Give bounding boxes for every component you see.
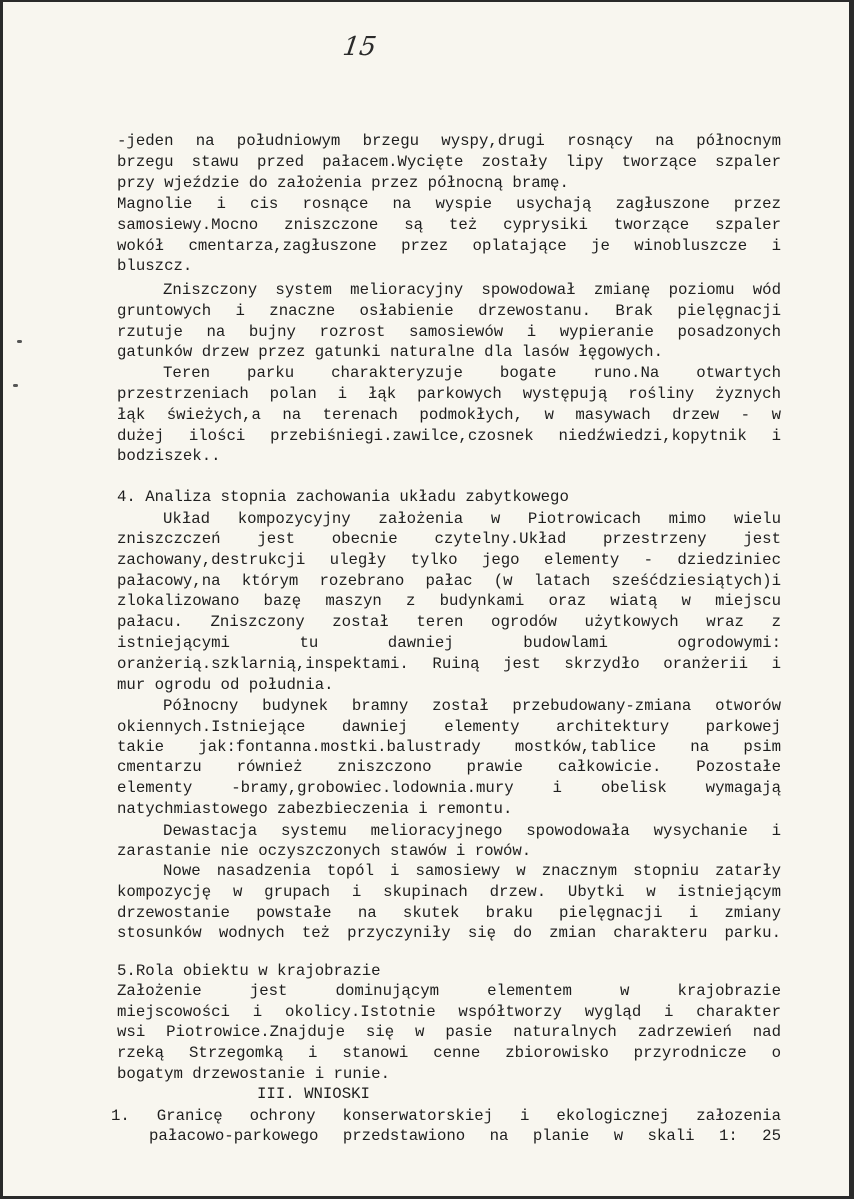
- text-line: pałacowy,na którym rozebrano pałac (w latach sześćdziesiątych)i: [117, 572, 781, 590]
- page-number: 15: [340, 32, 379, 62]
- text-line: bogatym drzewostanie i runie.: [117, 1065, 391, 1083]
- text-line: przestrzeniach polan i łąk parkowych występują rośliny żyznych: [117, 385, 781, 403]
- text-line: takie jak:fontanna.mostki.balustrady mostków,tablice na psim: [117, 738, 781, 756]
- text-line: Założenie jest dominującym elementem w krajobrazie: [117, 982, 781, 1000]
- text-line: zlokalizowano bazę maszyn z budynkami oraz wiatą w miejscu: [117, 592, 781, 610]
- text-line: dużej ilości przebiśniegi.zawilce,czosnek niedźwiedzi,kopytnik i: [117, 427, 781, 445]
- text-line: miejscowości i okolicy.Istotnie współtworzy wygląd i charakter: [117, 1003, 781, 1021]
- text-line: stosunków wodnych też przyczyniły się do zmian charakteru parku.: [117, 924, 781, 942]
- section-heading: 4. Analiza stopnia zachowania układu zabytkowego: [117, 488, 569, 506]
- text-line: kompozycję w grupach i skupinach drzew. Ubytki w istniejącym: [117, 883, 781, 901]
- text-line: pałacu. Zniszczony został teren ogrodów użytkowych wraz z: [117, 613, 781, 631]
- document-page: [3, 2, 849, 1196]
- text-line: Zniszczony system melioracyjny spowodował zmianę poziomu wód: [163, 281, 781, 299]
- text-line: zarastanie nie oczyszczonych stawów i rowów.: [117, 842, 532, 860]
- text-line: bodziszek..: [117, 447, 221, 465]
- text-line: zachowany,destrukcji uległy tylko jego elementy - dziedziniec: [117, 551, 781, 569]
- text-line: Magnolie i cis rosnące na wyspie usychają zagłuszone przez: [117, 195, 781, 213]
- text-line: Północny budynek bramny został przebudowany-zmiana otworów: [163, 697, 781, 715]
- text-line: wsi Piotrowice.Znajduje się w pasie naturalnych zadrzewień nad: [117, 1023, 781, 1041]
- text-line: bluszcz.: [117, 257, 193, 275]
- text-line: rzutuje na bujny rozrost samosiewów i wypieranie posadzonych: [117, 323, 781, 341]
- scan-mark: [13, 384, 18, 387]
- text-line: gruntowych i znaczne osłabienie drzewostanu. Brak pielęgnacji: [117, 302, 781, 320]
- text-line: okiennych.Istniejące dawniej elementy architektury parkowej: [117, 718, 781, 736]
- text-line: istniejącymi tu dawniej budowlami ogrodowymi:: [117, 634, 781, 652]
- text-line: łąk świeżych,a na terenach podmokłych, w masywach drzew - w: [117, 406, 781, 424]
- text-line: pałacowo-parkowego przedstawiono na planie w skali 1: 25: [149, 1127, 781, 1145]
- text-line: przy wjeździe do założenia przez północną bramę.: [117, 174, 569, 192]
- text-line: elementy -bramy,grobowiec.lodownia.mury i obelisk wymagają: [117, 779, 781, 797]
- text-line: rzeką Strzegomką i stanowi cenne zbiorowisko przyrodnicze o: [117, 1044, 781, 1062]
- text-line: drzewostanie powstałe na skutek braku pielęgnacji i zmiany: [117, 904, 781, 922]
- text-line: mur ogrodu od południa.: [117, 676, 334, 694]
- text-line: oranżerią.szklarnią,inspektami. Ruiną jest skrzydło oranżerii i: [117, 655, 781, 673]
- scan-mark: [17, 340, 22, 343]
- text-line: cmentarzu również zniszczono prawie całkowicie. Pozostałe: [117, 758, 781, 776]
- text-line: brzegu stawu przed pałacem.Wycięte zostały lipy tworzące szpaler: [117, 153, 781, 171]
- text-line: Teren parku charakteryzuje bogate runo.Na otwartych: [163, 364, 781, 382]
- text-line: samosiewy.Mocno zniszczone są też cyprysiki tworzące szpaler: [117, 216, 781, 234]
- list-item: 1. Granicę ochrony konserwatorskiej i ekologicznej załozenia: [111, 1107, 781, 1125]
- section-heading: 5.Rola obiektu w krajobrazie: [117, 962, 381, 980]
- text-line: gatunków drzew przez gatunki naturalne dla lasów łęgowych.: [117, 343, 664, 361]
- chapter-heading: III. WNIOSKI: [257, 1085, 370, 1103]
- text-line: Nowe nasadzenia topól i samosiewy w znacznym stopniu zatarły: [163, 862, 781, 880]
- text-line: Układ kompozycyjny założenia w Piotrowicach mimo wielu: [163, 510, 781, 528]
- text-line: Dewastacja systemu melioracyjnego spowodowała wysychanie i: [163, 822, 781, 840]
- text-line: natychmiastowego zabezbieczenia i remontu.: [117, 800, 513, 818]
- text-line: zniszczczeń jest obecnie czytelny.Układ przestrzeny jest: [117, 530, 781, 548]
- text-line: wokół cmentarza,zagłuszone przez oplatające je winobluszcze i: [117, 237, 781, 255]
- text-line: -jeden na południowym brzegu wyspy,drugi rosnący na północnym: [117, 132, 781, 150]
